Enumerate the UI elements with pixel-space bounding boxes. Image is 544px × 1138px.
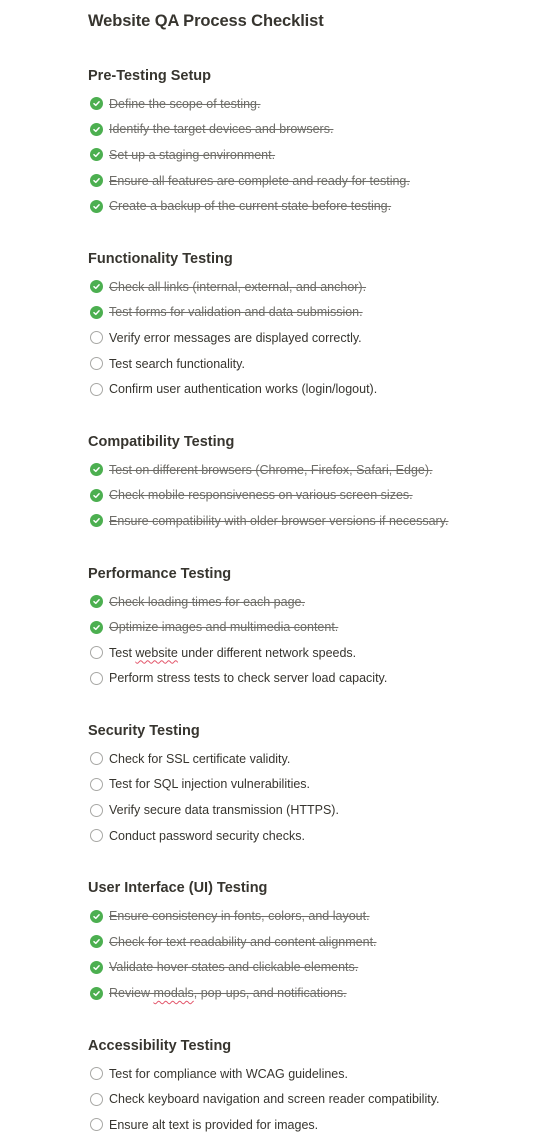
checklist-item[interactable] (88, 746, 528, 772)
checklist-item[interactable] (88, 483, 528, 509)
checklist-section (88, 562, 528, 691)
empty-circle-icon[interactable] (90, 752, 103, 765)
checklist-item-label: Check mobile responsiveness on various screen sizes. (109, 488, 413, 503)
empty-circle-icon[interactable] (90, 646, 103, 659)
checklist-item[interactable] (88, 168, 528, 194)
section-items (88, 903, 528, 1005)
checklist-item-label: Ensure consistency in fonts, colors, and layout. (109, 909, 370, 924)
checklist-item-label: Test on different browsers (Chrome, Firefox, Safari, Edge). (109, 462, 433, 477)
checklist-item-label: Verify secure data transmission (HTTPS). (109, 803, 339, 818)
check-circle-icon[interactable] (90, 200, 103, 213)
empty-circle-icon[interactable] (90, 804, 103, 817)
check-circle-icon[interactable] (90, 174, 103, 187)
section-title: Functionality Testing (88, 250, 233, 267)
checklist-item[interactable] (88, 325, 528, 351)
checklist-sections (88, 64, 528, 1138)
checklist-section (88, 64, 528, 219)
checklist-item-label: Test for compliance with WCAG guidelines. (109, 1066, 348, 1081)
check-circle-icon[interactable] (90, 97, 103, 110)
checklist-item-label: Create a backup of the current state before testing. (109, 199, 392, 214)
section-title: Security Testing (88, 723, 200, 740)
checklist-item[interactable] (88, 508, 528, 534)
checklist-item[interactable] (88, 351, 528, 377)
checklist-item-label: Check loading times for each page. (109, 594, 305, 609)
checklist-item-label: Perform stress tests to check server load capacity. (109, 671, 388, 686)
checklist-item[interactable] (88, 980, 528, 1006)
checklist-item[interactable] (88, 1112, 528, 1138)
checklist-item[interactable] (88, 193, 528, 219)
checklist-item[interactable] (88, 955, 528, 981)
checklist-item[interactable] (88, 797, 528, 823)
checklist-item-label: Test forms for validation and data submission. (109, 305, 363, 320)
checklist-item[interactable] (88, 142, 528, 168)
checklist-section (88, 719, 528, 848)
check-circle-icon[interactable] (90, 123, 103, 136)
checklist-item-label: Confirm user authentication works (login/logout). (109, 382, 378, 397)
check-circle-icon[interactable] (90, 306, 103, 319)
check-circle-icon[interactable] (90, 595, 103, 608)
empty-circle-icon[interactable] (90, 829, 103, 842)
empty-circle-icon[interactable] (90, 778, 103, 791)
checklist-section (88, 876, 528, 1005)
section-title: Accessibility Testing (88, 1037, 232, 1054)
checklist-item-label: Test search functionality. (109, 356, 245, 371)
check-circle-icon[interactable] (90, 280, 103, 293)
checklist-item-label: Check keyboard navigation and screen reader compatibility. (109, 1092, 440, 1107)
checklist-item[interactable] (88, 91, 528, 117)
section-items (88, 1061, 528, 1138)
checklist-item-label: Set up a staging environment. (109, 147, 276, 162)
checklist-item[interactable] (88, 903, 528, 929)
checklist-item[interactable] (88, 300, 528, 326)
empty-circle-icon[interactable] (90, 1093, 103, 1106)
check-circle-icon[interactable] (90, 987, 103, 1000)
checklist-item-label: Identify the target devices and browsers. (109, 122, 334, 137)
checklist-item[interactable] (88, 772, 528, 798)
section-items (88, 457, 528, 534)
empty-circle-icon[interactable] (90, 1118, 103, 1131)
checklist-item-label: Review modals, pop-ups, and notifications. (109, 986, 347, 1001)
section-title: Compatibility Testing (88, 433, 235, 450)
checklist-item[interactable] (88, 666, 528, 692)
spellcheck-underline: website (135, 645, 178, 660)
section-items (88, 274, 528, 402)
checklist-item-label: Check for text readability and content alignment. (109, 934, 377, 949)
checklist-section (88, 247, 528, 402)
check-circle-icon[interactable] (90, 148, 103, 161)
section-title: User Interface (UI) Testing (88, 880, 268, 897)
spellcheck-underline: modals (153, 986, 194, 1001)
checklist-item-label: Define the scope of testing. (109, 96, 261, 111)
checklist-item-label: Check all links (internal, external, and anchor). (109, 279, 367, 294)
checklist-item[interactable] (88, 376, 528, 402)
checklist-item-label: Conduct password security checks. (109, 828, 305, 843)
checklist-section (88, 1034, 528, 1138)
checklist-item[interactable] (88, 457, 528, 483)
checklist-item[interactable] (88, 117, 528, 143)
checklist-item-label: Ensure all features are complete and ready for testing. (109, 173, 410, 188)
check-circle-icon[interactable] (90, 910, 103, 923)
page-title: Website QA Process Checklist (88, 12, 324, 30)
empty-circle-icon[interactable] (90, 1067, 103, 1080)
checklist-item-label: Test website under different network speeds. (109, 645, 357, 660)
checklist-page (88, 8, 528, 1138)
section-items (88, 589, 528, 691)
check-circle-icon[interactable] (90, 514, 103, 527)
empty-circle-icon[interactable] (90, 672, 103, 685)
section-items (88, 91, 528, 219)
checklist-item[interactable] (88, 929, 528, 955)
empty-circle-icon[interactable] (90, 357, 103, 370)
checklist-item-label: Check for SSL certificate validity. (109, 751, 291, 766)
section-title: Performance Testing (88, 565, 232, 582)
checklist-item[interactable] (88, 614, 528, 640)
checklist-item[interactable] (88, 589, 528, 615)
checklist-item[interactable] (88, 640, 528, 666)
empty-circle-icon[interactable] (90, 383, 103, 396)
section-items (88, 746, 528, 848)
check-circle-icon[interactable] (90, 489, 103, 502)
checklist-item-label: Optimize images and multimedia content. (109, 620, 339, 635)
check-circle-icon[interactable] (90, 961, 103, 974)
check-circle-icon[interactable] (90, 621, 103, 634)
check-circle-icon[interactable] (90, 935, 103, 948)
checklist-section (88, 430, 528, 534)
checklist-item[interactable] (88, 823, 528, 849)
checklist-item-label: Ensure alt text is provided for images. (109, 1117, 319, 1132)
check-circle-icon[interactable] (90, 463, 103, 476)
checklist-item[interactable] (88, 274, 528, 300)
checklist-item[interactable] (88, 1061, 528, 1087)
checklist-item[interactable] (88, 1086, 528, 1112)
checklist-item-label: Verify error messages are displayed correctly. (109, 330, 362, 345)
checklist-item-label: Test for SQL injection vulnerabilities. (109, 777, 311, 792)
section-title: Pre-Testing Setup (88, 68, 211, 84)
checklist-item-label: Ensure compatibility with older browser versions if necessary. (109, 513, 449, 528)
empty-circle-icon[interactable] (90, 331, 103, 344)
checklist-item-label: Validate hover states and clickable elements. (109, 960, 359, 975)
